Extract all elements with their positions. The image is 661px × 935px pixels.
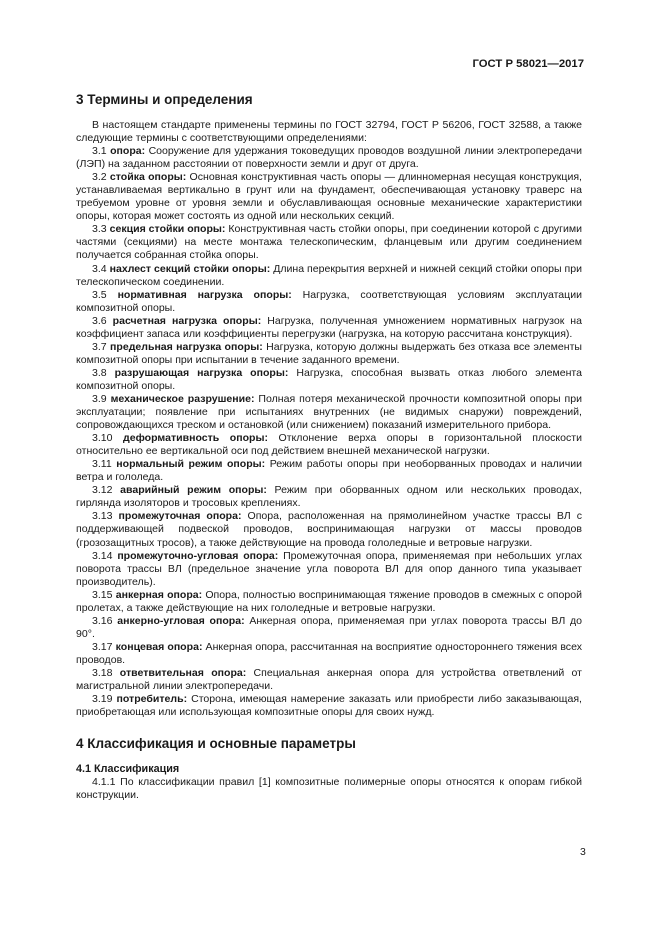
term-text: Сторона, имеющая намерение заказать или приобрести либо заказывающая, приобретающая или использующая композитные опоры для своих нужд. — [76, 693, 582, 719]
term-definition — [76, 667, 582, 693]
term-name: механическое разрушение: — [110, 392, 255, 405]
term-name: деформативность опоры: — [123, 432, 268, 445]
term-number: 3.7 — [92, 340, 111, 353]
term-definition — [76, 341, 582, 367]
section-3-intro: В настоящем стандарте применены термины по ГОСТ 32794, ГОСТ Р 56206, ГОСТ 32588, а также следующие термины с соответствующими определениями: — [76, 119, 582, 145]
term-text: Опора, полностью воспринимающая тяжение проводов в смежных с опорой пролетах, а также действующие на них гололедные и ветровые нагрузки. — [76, 588, 583, 614]
paragraph-4-1-1: 4.1.1 По классификации правил [1] композитные полимерные опоры относятся к опорам гибкой конструкции. — [76, 776, 582, 802]
term-number: 3.19 — [92, 693, 117, 706]
term-number: 3.13 — [92, 510, 119, 523]
term-number: 3.17 — [92, 640, 116, 653]
term-number: 3.18 — [92, 666, 120, 679]
term-definition — [76, 393, 582, 432]
term-text: Режим работы опоры при необорванных проводах и наличии ветра и гололеда. — [76, 458, 582, 484]
term-number: 3.2 — [92, 171, 110, 184]
term-number: 3.11 — [92, 458, 117, 471]
term-number: 3.14 — [92, 549, 118, 562]
term-name: опора: — [110, 145, 146, 158]
page-number: 3 — [580, 846, 586, 858]
term-text: Конструктивная часть стойки опоры, при соединении которой с другими частями (секциями) на месте монтажа телескопическим, фланцевым или другим соединением получается собранная стойка опоры. — [76, 223, 582, 262]
term-text: Опора, расположенная на прямолинейном участке трассы ВЛ с поддерживающей подвеской проводов, воспринимающая нагрузки от массы проводов (грозозащитных тросов), а также действующие на провода гололедные и ветровые нагрузки. — [76, 510, 582, 549]
term-definition — [76, 263, 582, 289]
term-number: 3.9 — [92, 392, 111, 405]
term-name: разрушающая нагрузка опоры: — [114, 366, 289, 379]
term-number: 3.4 — [92, 262, 110, 275]
term-definition — [76, 367, 582, 393]
term-definition — [76, 432, 582, 458]
term-name: стойка опоры: — [109, 171, 187, 184]
term-definition — [76, 484, 582, 510]
term-text: Полная потеря механической прочности композитной опоры при эксплуатации; появление при испытаниях внутренних (не видимых снаружи) повреждений, сопровождающихся треском и остановкой (или снижением) показаний измерительного прибора. — [76, 392, 582, 432]
term-definition — [76, 458, 582, 484]
term-name: ответвительная опора: — [119, 666, 247, 679]
term-number: 3.12 — [92, 484, 121, 497]
term-text: Анкерная опора, рассчитанная на восприятие одностороннего тяжения всех проводов. — [76, 640, 582, 666]
term-definition — [76, 693, 582, 719]
term-text: Нагрузка, полученная умножением нормативных нагрузок на коэффициент запаса или коэффициенты перегрузки (нагрузка, на которую рассчитана конструкция). — [76, 314, 582, 340]
term-text: Режим при оборванных одном или нескольких проводах, гирлянда изоляторов и тросовых креплениях. — [76, 484, 582, 510]
term-definition — [76, 510, 582, 549]
term-name: промежуточная опора: — [118, 510, 242, 523]
section-4-title: 4 Классификация и основные параметры — [76, 736, 356, 752]
term-number: 3.3 — [92, 223, 110, 236]
term-number: 3.15 — [92, 588, 116, 601]
page-content — [76, 92, 582, 802]
term-name: нормативная нагрузка опоры: — [117, 288, 292, 301]
term-text: Промежуточная опора, применяемая при небольших углах поворота трассы ВЛ (предельное значение угла поворота ВЛ для опор данного типа указывает производитель). — [76, 549, 583, 588]
term-name: концевая опора: — [115, 640, 203, 653]
term-text: Специальная анкерная опора для устройства ответвлений от магистральной линии электропередачи. — [76, 666, 582, 693]
section-3-title: 3 Термины и определения — [76, 92, 253, 107]
term-number: 3.8 — [92, 366, 115, 379]
term-name: нахлест секций стойки опоры: — [109, 262, 271, 275]
term-name: секция стойки опоры: — [109, 223, 226, 236]
term-text: Нагрузка, которую должны выдержать без отказа все элементы композитной опоры при испытании в течение заданного времени. — [76, 340, 583, 366]
document-code: ГОСТ Р 58021—2017 — [472, 58, 584, 70]
term-definition — [76, 315, 582, 341]
term-name: анкерная опора: — [115, 588, 203, 601]
term-name: аварийный режим опоры: — [120, 484, 267, 497]
term-definition — [76, 171, 582, 223]
term-definition — [76, 641, 582, 667]
term-definition — [76, 223, 582, 262]
term-text: Длина перекрытия верхней и нижней секций стойки опоры при телескопическом соединении. — [76, 262, 583, 288]
term-name: расчетная нагрузка опоры: — [112, 314, 262, 327]
term-number: 3.16 — [92, 614, 118, 627]
term-name: промежуточно-угловая опора: — [117, 549, 279, 562]
term-text: Анкерная опора, применяемая при углах поворота трассы ВЛ до 90°. — [76, 614, 582, 640]
term-definition — [76, 289, 582, 315]
term-name: предельная нагрузка опоры: — [110, 340, 263, 353]
term-text: Отклонение верха опоры в горизонтальной плоскости относительно ее вертикальной оси под действием внешней механической нагрузки. — [76, 432, 582, 458]
term-number: 3.1 — [92, 145, 111, 158]
term-text: Нагрузка, способная вызвать отказ любого элемента композитной опоры. — [76, 366, 582, 392]
term-number: 3.6 — [92, 314, 113, 327]
subsection-4-1-title: 4.1 Классификация — [76, 763, 180, 776]
term-number: 3.5 — [92, 288, 118, 301]
term-name: потребитель: — [116, 693, 188, 706]
term-number: 3.10 — [92, 432, 124, 445]
term-text: Основная конструктивная часть опоры — длинномерная несущая конструкция, устанавливаемая вертикально в грунт или на фундамент, обеспечивающая установку траверс на требуемом уровне от уровня земли и обуславливающая основные механические характеристики опоры, которая может состоять из одной или нескольких секций. — [76, 171, 582, 223]
term-definition — [76, 145, 582, 171]
term-name: нормальный режим опоры: — [116, 458, 266, 471]
term-definition — [76, 615, 582, 641]
term-name: анкерно-угловая опора: — [117, 614, 245, 627]
term-definition — [76, 589, 582, 615]
term-definition — [76, 550, 582, 589]
terms-list — [76, 145, 582, 719]
term-text: Нагрузка, соответствующая условиям эксплуатации композитной опоры. — [76, 288, 582, 314]
term-text: Сооружение для удержания токоведущих проводов воздушной линии электропередачи (ЛЭП) на заданном расстоянии от поверхности земли и друг от друга. — [76, 145, 583, 171]
